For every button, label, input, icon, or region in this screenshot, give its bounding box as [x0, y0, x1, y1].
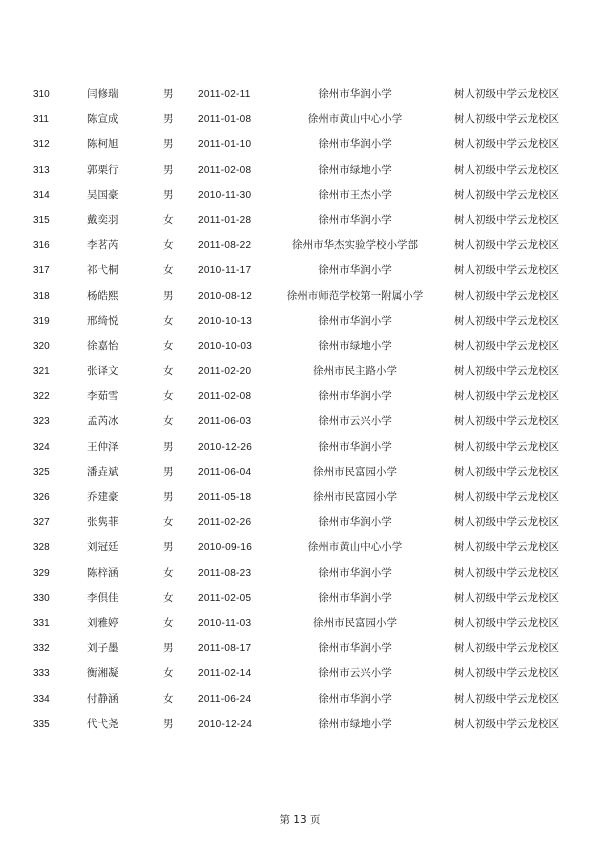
student-name: 衡湘凝 [87, 667, 119, 680]
student-gender: 女 [163, 213, 174, 226]
primary-school: 徐州市王杰小学 [318, 188, 392, 201]
assigned-school: 树人初级中学云龙校区 [454, 213, 559, 226]
table-row [0, 409, 600, 434]
student-gender: 女 [163, 692, 174, 705]
student-gender: 女 [163, 667, 174, 680]
birth-date: 2011-06-03 [198, 416, 252, 428]
table-row [0, 687, 600, 712]
page-number: 第 13 页 [279, 814, 321, 826]
assigned-school: 树人初级中学云龙校区 [454, 314, 559, 327]
birth-date: 2011-06-24 [198, 693, 252, 705]
student-gender: 女 [163, 591, 174, 604]
birth-date: 2011-02-26 [198, 517, 252, 529]
student-name: 刘冠廷 [87, 541, 119, 554]
primary-school: 徐州市华润小学 [318, 440, 392, 453]
table-row [0, 82, 600, 107]
primary-school: 徐州市云兴小学 [318, 415, 392, 428]
row-number: 331 [33, 617, 50, 629]
student-name: 刘雅婷 [87, 616, 119, 629]
row-number: 324 [33, 441, 50, 453]
student-gender: 男 [163, 465, 174, 478]
row-number: 334 [33, 693, 50, 705]
table-row [0, 309, 600, 334]
birth-date: 2010-11-03 [198, 617, 252, 629]
row-number: 313 [33, 164, 50, 176]
student-name: 闫修瑞 [87, 88, 119, 100]
row-number: 315 [33, 214, 50, 226]
row-number: 319 [33, 315, 50, 327]
row-number: 329 [33, 567, 50, 579]
table-row [0, 233, 600, 258]
table-row [0, 334, 600, 359]
table-row [0, 208, 600, 233]
primary-school: 徐州市华润小学 [318, 591, 392, 604]
assigned-school: 树人初级中学云龙校区 [454, 717, 559, 730]
birth-date: 2010-08-12 [198, 290, 253, 302]
birth-date: 2011-08-22 [198, 240, 252, 252]
student-gender: 女 [163, 616, 174, 629]
student-name: 陈梓涵 [87, 566, 119, 579]
assigned-school: 树人初级中学云龙校区 [454, 516, 559, 529]
assigned-school: 树人初级中学云龙校区 [454, 692, 559, 705]
student-name: 吴国豪 [87, 188, 119, 201]
table-row [0, 435, 600, 460]
assigned-school: 树人初级中学云龙校区 [454, 591, 559, 604]
student-name: 刘子墨 [87, 642, 119, 655]
assigned-school: 树人初级中学云龙校区 [454, 415, 559, 428]
primary-school: 徐州市华杰实验学校小学部 [292, 239, 418, 252]
student-gender: 男 [163, 541, 174, 554]
birth-date: 2011-02-11 [198, 89, 251, 100]
primary-school: 徐州市华润小学 [318, 88, 392, 100]
student-gender: 男 [163, 289, 174, 302]
assigned-school: 树人初级中学云龙校区 [454, 465, 559, 478]
student-gender: 女 [163, 566, 174, 579]
table-row [0, 183, 600, 208]
student-name: 乔建豪 [87, 491, 119, 503]
student-name: 郭栗行 [87, 163, 119, 176]
birth-date: 2011-08-17 [198, 643, 252, 655]
table-row [0, 586, 600, 611]
assigned-school: 树人初级中学云龙校区 [454, 667, 559, 680]
row-number: 333 [33, 668, 50, 680]
row-number: 327 [33, 517, 50, 529]
student-gender: 男 [163, 163, 174, 176]
row-number: 328 [33, 542, 50, 554]
row-number: 322 [33, 391, 50, 403]
assigned-school: 树人初级中学云龙校区 [454, 390, 559, 403]
birth-date: 2010-10-13 [198, 315, 253, 327]
student-name: 李茗芮 [87, 239, 119, 252]
row-number: 325 [33, 466, 50, 478]
primary-school: 徐州市黄山中心小学 [307, 113, 403, 126]
primary-school: 徐州市民富园小学 [313, 616, 397, 629]
assigned-school: 树人初级中学云龙校区 [454, 188, 559, 201]
assigned-school: 树人初级中学云龙校区 [454, 365, 559, 378]
student-name: 付静涵 [87, 692, 119, 705]
birth-date: 2011-01-28 [198, 214, 252, 226]
table-row [0, 460, 600, 485]
birth-date: 2011-01-10 [198, 139, 252, 151]
assigned-school: 树人初级中学云龙校区 [454, 541, 559, 554]
student-name: 张译文 [87, 365, 119, 378]
primary-school: 徐州市师范学校第一附属小学 [286, 289, 424, 302]
table-row [0, 510, 600, 535]
student-gender: 男 [163, 113, 174, 126]
table-row [0, 132, 600, 157]
student-gender: 女 [163, 415, 174, 428]
student-name: 陈柯旭 [87, 138, 119, 151]
primary-school: 徐州市云兴小学 [318, 667, 392, 680]
student-gender: 女 [163, 314, 174, 327]
student-gender: 男 [163, 188, 174, 201]
row-number: 332 [33, 643, 50, 655]
student-gender: 男 [163, 491, 174, 503]
primary-school: 徐州市华润小学 [318, 390, 392, 403]
assigned-school: 树人初级中学云龙校区 [454, 616, 559, 629]
table-row [0, 158, 600, 183]
primary-school: 徐州市绿地小学 [318, 339, 392, 352]
birth-date: 2011-05-18 [198, 492, 252, 503]
student-name: 代弋尧 [87, 717, 119, 730]
student-name: 戴奕羽 [87, 213, 119, 226]
student-name: 王仲泽 [87, 440, 119, 453]
assigned-school: 树人初级中学云龙校区 [454, 642, 559, 655]
birth-date: 2010-09-16 [198, 542, 253, 554]
assigned-school: 树人初级中学云龙校区 [454, 339, 559, 352]
student-gender: 女 [163, 390, 174, 403]
assigned-school: 树人初级中学云龙校区 [454, 440, 559, 453]
primary-school: 徐州市华润小学 [318, 314, 392, 327]
primary-school: 徐州市华润小学 [318, 213, 392, 226]
table-row [0, 485, 600, 510]
assigned-school: 树人初级中学云龙校区 [454, 138, 559, 151]
birth-date: 2011-02-08 [198, 391, 252, 403]
table-row [0, 611, 600, 636]
row-number: 323 [33, 416, 50, 428]
primary-school: 徐州市华润小学 [318, 692, 392, 705]
row-number: 311 [33, 114, 49, 126]
table-row [0, 535, 600, 560]
student-list [0, 82, 600, 737]
row-number: 316 [33, 240, 50, 252]
assigned-school: 树人初级中学云龙校区 [454, 239, 559, 252]
table-row [0, 712, 600, 737]
primary-school: 徐州市绿地小学 [318, 163, 392, 176]
student-gender: 女 [163, 365, 174, 378]
row-number: 318 [33, 290, 50, 302]
primary-school: 徐州市民富园小学 [313, 465, 397, 478]
row-number: 314 [33, 189, 50, 201]
student-name: 徐嘉怡 [87, 339, 119, 352]
primary-school: 徐州市绿地小学 [318, 717, 392, 730]
assigned-school: 树人初级中学云龙校区 [454, 264, 559, 277]
birth-date: 2011-06-04 [198, 466, 252, 478]
student-name: 陈宣成 [87, 113, 119, 126]
row-number: 317 [33, 265, 50, 277]
student-gender: 男 [163, 440, 174, 453]
birth-date: 2010-12-26 [198, 441, 253, 453]
table-row [0, 107, 600, 132]
primary-school: 徐州市华润小学 [318, 642, 392, 655]
table-row [0, 384, 600, 409]
student-name: 潘垚斌 [87, 465, 119, 478]
student-name: 杨皓熙 [87, 289, 119, 302]
table-row [0, 258, 600, 283]
birth-date: 2010-11-17 [198, 265, 252, 277]
table-row [0, 561, 600, 586]
birth-date: 2010-12-24 [198, 718, 253, 730]
student-gender: 男 [163, 717, 174, 730]
student-name: 孟芮冰 [87, 415, 119, 428]
primary-school: 徐州市黄山中心小学 [307, 541, 403, 554]
primary-school: 徐州市民富园小学 [313, 491, 397, 503]
table-row [0, 661, 600, 686]
birth-date: 2011-02-14 [198, 668, 252, 680]
assigned-school: 树人初级中学云龙校区 [454, 88, 559, 100]
primary-school: 徐州市华润小学 [318, 566, 392, 579]
student-gender: 女 [163, 339, 174, 352]
student-gender: 女 [163, 516, 174, 529]
primary-school: 徐州市华润小学 [318, 138, 392, 151]
birth-date: 2011-01-08 [198, 114, 252, 126]
table-row [0, 636, 600, 661]
student-name: 张隽菲 [87, 516, 119, 529]
student-gender: 女 [163, 264, 174, 277]
assigned-school: 树人初级中学云龙校区 [454, 566, 559, 579]
assigned-school: 树人初级中学云龙校区 [454, 163, 559, 176]
row-number: 320 [33, 340, 50, 352]
row-number: 326 [33, 492, 50, 503]
table-row [0, 359, 600, 384]
birth-date: 2010-11-30 [198, 189, 252, 201]
row-number: 335 [33, 718, 50, 730]
student-gender: 男 [163, 88, 174, 100]
assigned-school: 树人初级中学云龙校区 [454, 491, 559, 503]
student-name: 李倶佳 [87, 591, 119, 604]
table-row [0, 284, 600, 309]
birth-date: 2011-08-23 [198, 567, 252, 579]
birth-date: 2011-02-08 [198, 164, 252, 176]
row-number: 321 [33, 366, 50, 378]
row-number: 330 [33, 592, 50, 604]
birth-date: 2010-10-03 [198, 340, 253, 352]
primary-school: 徐州市华润小学 [318, 516, 392, 529]
student-name: 祁弋桐 [87, 264, 119, 277]
primary-school: 徐州市民主路小学 [313, 365, 397, 378]
row-number: 312 [33, 139, 50, 151]
student-gender: 男 [163, 642, 174, 655]
student-gender: 女 [163, 239, 174, 252]
primary-school: 徐州市华润小学 [318, 264, 392, 277]
birth-date: 2011-02-05 [198, 592, 252, 604]
student-gender: 男 [163, 138, 174, 151]
birth-date: 2011-02-20 [198, 366, 252, 378]
assigned-school: 树人初级中学云龙校区 [454, 113, 559, 126]
student-name: 李茹雪 [87, 390, 119, 403]
row-number: 310 [33, 89, 50, 100]
student-name: 邢绮悦 [87, 314, 119, 327]
assigned-school: 树人初级中学云龙校区 [454, 289, 559, 302]
